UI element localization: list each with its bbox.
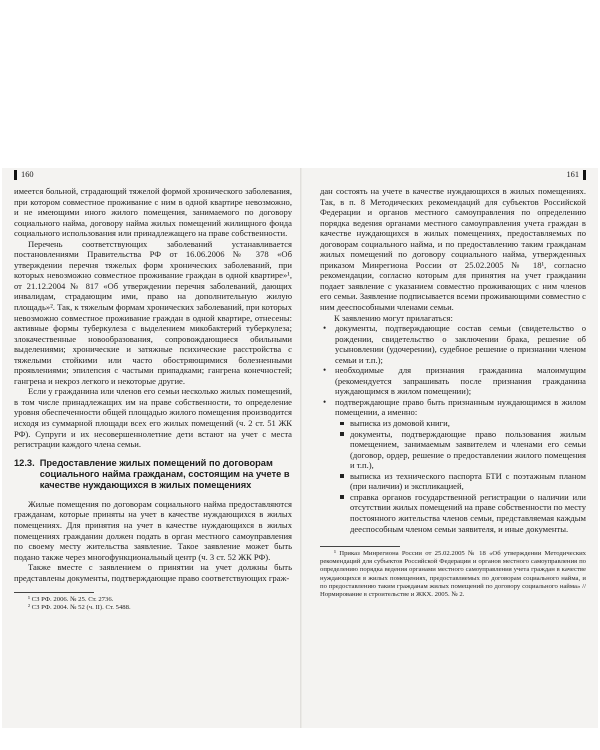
right-page [320,170,586,599]
footnote: ¹ Приказ Минрегиона России от 25.02.2005 № 18 «Об утверждении Методических рекомендаций для субъектов Российской Федерации и органов местного самоуправления по определению порядка ведения органами местного самоуправления учета граждан в качестве нуждающихся в жилых помещениях, предоставляемых по договорам социального найма, и по предоставлению таким гражданам жилых помещений по договору социального найма» // Нормирование в строительстве и ЖКХ. 2005. № 2. [320,550,586,599]
right-page-number: 161 [320,170,586,180]
sub-list-item: выписка из технического паспорта БТИ с поэтажным планом (при наличии) и экспликацией, [320,471,586,492]
list-item: • необходимые для признания гражданина малоимущим (рекомендуется запрашивать после признания гражданина нуждающимся в жилом помещении); [320,365,586,397]
left-paragraph: Также вместе с заявлением о принятии на учет должны быть представлены документы, подтверждающие право соответствующих граж- [14,562,292,583]
left-page-number: 160 [14,170,292,180]
list-item: • документы, подтверждающие состав семьи (свидетельство о рождении, свидетельство о заключении брака, решение об усыновлении (удочерении), судебное решение о признании членом семьи и т.п.); [320,323,586,365]
sub-list-item: выписка из домовой книги, [320,418,586,429]
left-page [14,170,292,613]
section-heading [14,458,292,492]
left-paragraph: Если у гражданина или членов его семьи несколько жилых помещений, в том числе принадлежащих им на праве собственности, то определение уровня обеспеченности общей площадью жилого помещения производится исходя из суммарной площади всех его жилых помещений (ч. 2 ст. 51 ЖК РФ). Супруги и их несовершеннолетние дети встают на учет с места регистрации каждого члена семьи. [14,386,292,450]
right-paragraph: дан состоять на учете в качестве нуждающихся в жилых помещениях. Так, в п. 8 Методических рекомендаций для субъектов Российской Федерации и органов местного самоуправления по определению порядка ведения органами местного самоуправления учета граждан в качестве нуждающихся в жилых помещениях, предоставляемых по договорам социального найма, и по предоставлению таким гражданам жилых помещений по договору социального найма, утвержденных приказом Минрегиона России от 25.02.2005 № 18¹, согласно рекомендации, согласно которым для принятия на учет гражданин подает заявление с указанием совместно проживающих с ним членов его семьи. Заявление подписывается всеми проживающими совместно с ним дееспособными членами семьи. [320,186,586,313]
footnote: ¹ СЗ РФ. 2006. № 25. Ст. 2736. [28,596,114,604]
sub-list-item: документы, подтверждающие право пользования жилым помещением, занимаемым заявителем и членами его семьи (договор, ордер, решение о предоставлении жилого помещения и т.п.), [320,429,586,471]
section-heading-number: 12.3. [14,457,35,468]
sub-list-item: справка органов государственной регистрации о наличии или отсутствии жилых помещений на праве собственности по месту постоянного жительства членов семьи, представляемая каждым дееспособным членом семьи заявителя, и иные документы. [320,492,586,534]
book-gutter [300,168,302,728]
footnote-divider [320,546,400,547]
section-heading-text: Предоставление жилых помещений по договорам социального найма гражданам, состоящим на учете в качестве нуждающихся в жилых помещениях [39,457,290,491]
left-paragraph: имеется больной, страдающий тяжелой формой хронического заболевания, при котором совместное проживание с ним в одной квартире невозможно, и не имеющими иного жилого помещения, занимаемого по договору социального найма, договору найма жилых помещений жилищного фонда социального использования или принадлежащего на праве собственности. [14,186,292,239]
list-item: • подтверждающие право быть признанным нуждающимся в жилом помещении, а именно: [320,397,586,418]
right-paragraph: К заявлению могут прилагаться: [334,312,453,323]
footnote-divider [14,592,94,593]
attachment-list [320,323,586,534]
footnote: ² СЗ РФ. 2004. № 52 (ч. II). Ст. 5488. [28,604,131,612]
left-paragraph: Перечень соответствующих заболеваний устанавливается постановлениями Правительства РФ от 16.06.2006 № 378 «Об утверждении перечня тяжелых форм хронических заболеваний, при которых невозможно совместное проживание граждан в одной квартире»¹, от 21.12.2004 № 817 «Об утверждении перечня заболеваний, дающих инвалидам, страдающим ими, право на дополнительную жилую площадь»². Так, к тяжелым формам хронических заболеваний, при которых невозможно совместное проживание граждан в одной квартире, отнесены: активные формы туберкулеза с выделением микобактерий туберкулеза; злокачественные новообразования, сопровождающиеся обильными выделениями; хронические и затяжные психические расстройства с тяжелыми стойкими или часто обостряющимися болезненными проявлениями; эпилепсия с частыми припадками; гангрена конечностей; гангрена и некроз легкого и некоторые другие. [14,238,292,386]
left-paragraph: Жилые помещения по договорам социального найма предоставляются гражданам, которые приняты на учет в качестве нуждающихся в жилых помещениях. Для принятия на учет в качестве нуждающихся в жилых помещениях гражданин должен подать в орган местного самоуправления по своему месту жительства заявление. Такое заявление может быть подано также через многофункциональный центр (ч. 3 ст. 52 ЖК РФ). [14,498,292,562]
